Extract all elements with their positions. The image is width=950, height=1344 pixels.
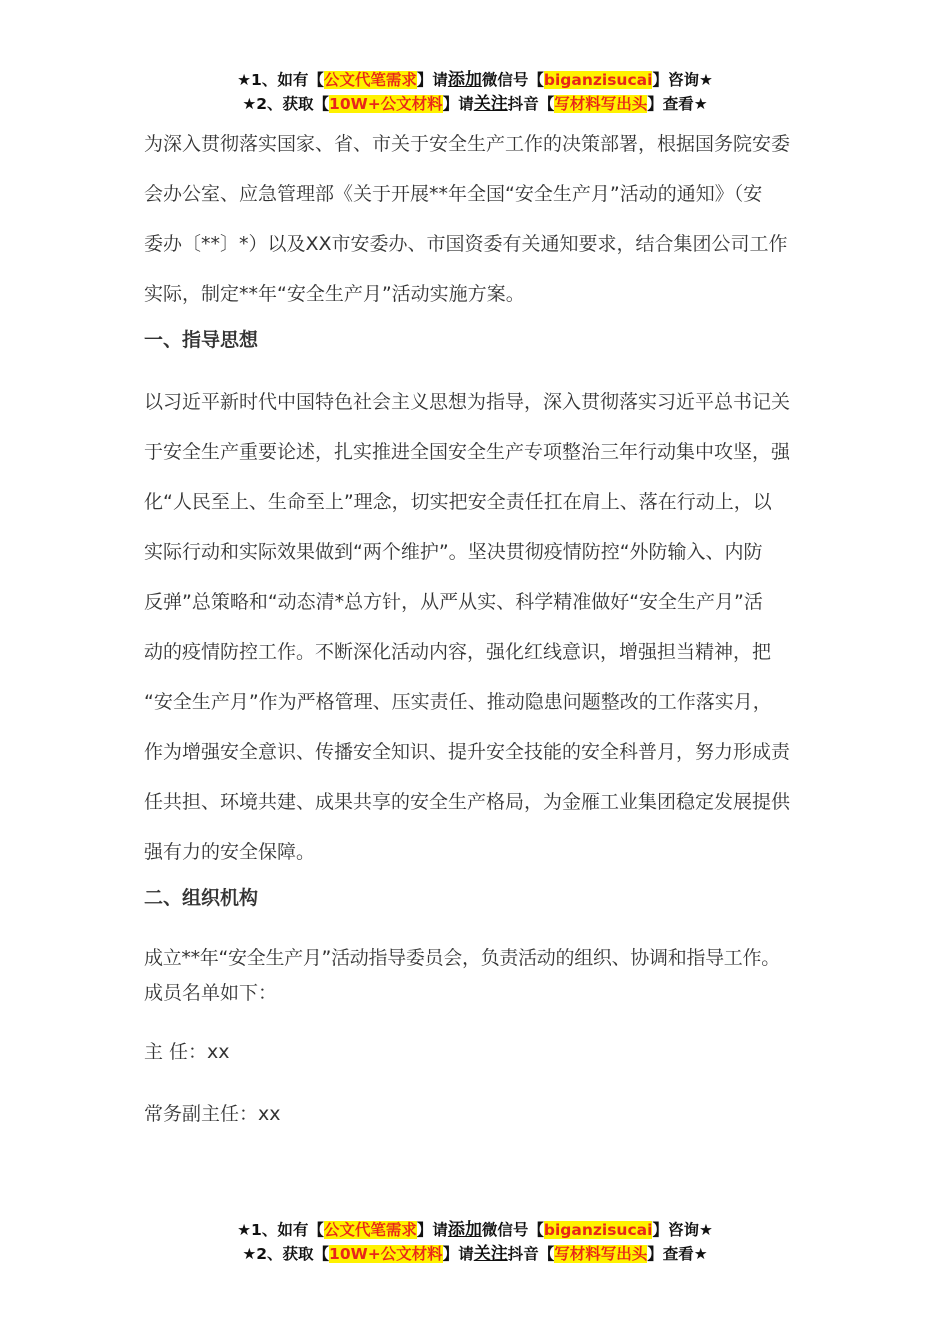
- banner-text: ★2、获取【: [242, 95, 330, 113]
- banner-text: 】请: [416, 1221, 448, 1239]
- banner-text: 】查看★: [647, 95, 708, 113]
- text-line: 委办〔**〕*）以及XX市安委办、市国资委有关通知要求，结合集团公司工作: [144, 233, 788, 255]
- organization-paragraph: [144, 933, 808, 1013]
- guiding-ideology-paragraph: [144, 377, 808, 877]
- banner-text: 】查看★: [647, 1245, 708, 1263]
- banner-line-1: [0, 68, 950, 92]
- highlight-text: 公文代笔需求: [323, 71, 417, 89]
- text-line: 任共担、环境共建、成果共享的安全生产格局，为金雁工业集团稳定发展提供: [144, 791, 791, 813]
- text-line: 化“人民至上、生命至上”理念，切实把安全责任扛在肩上、落在行动上，以: [144, 491, 772, 513]
- text-line: 于安全生产重要论述，扎实推进全国安全生产专项整治三年行动集中攻坚，强: [144, 441, 791, 463]
- executive-deputy-line: 常务副主任：xx: [144, 1103, 281, 1125]
- banner-text: ★1、如有【: [237, 1221, 324, 1239]
- underlined-text: 关注: [473, 1244, 508, 1264]
- douyin-id: 写材料写出头: [554, 95, 648, 113]
- document-body: [144, 128, 808, 1139]
- douyin-id: 写材料写出头: [554, 1245, 648, 1263]
- banner-line-1: [0, 1218, 950, 1242]
- top-banner: [0, 68, 950, 116]
- banner-text: 微信号【: [481, 1221, 544, 1239]
- underlined-text: 添加: [447, 70, 482, 90]
- underlined-text: 添加: [447, 1220, 482, 1240]
- banner-text: ★1、如有【: [237, 71, 324, 89]
- highlight-text: 10W+公文材料: [329, 95, 443, 113]
- text-line: 反弹”总策略和“动态清*总方针，从严从实、科学精准做好“安全生产月”活: [144, 591, 763, 613]
- underlined-text: 关注: [473, 94, 508, 114]
- banner-text: ★2、获取【: [242, 1245, 330, 1263]
- highlight-text: 10W+公文材料: [329, 1245, 443, 1263]
- text-line: 为深入贯彻落实国家、省、市关于安全生产工作的决策部署，根据国务院安委: [144, 133, 791, 155]
- text-line: 作为增强安全意识、传播安全知识、提升安全技能的安全科普月，努力形成责: [144, 741, 791, 763]
- director-line: 主 任：xx: [144, 1041, 230, 1063]
- banner-text: 】请: [416, 71, 448, 89]
- wechat-id: biganzisucai: [543, 1221, 653, 1239]
- text-line: 强有力的安全保障。: [144, 841, 316, 863]
- text-line: 以习近平新时代中国特色社会主义思想为指导，深入贯彻落实习近平总书记关: [144, 391, 791, 413]
- section-heading: 二、组织机构: [144, 887, 259, 909]
- section-heading: 一、指导思想: [144, 329, 259, 351]
- banner-text: 】请: [442, 1245, 474, 1263]
- banner-text: 微信号【: [481, 71, 544, 89]
- text-line: 会办公室、应急管理部《关于开展**年全国“安全生产月”活动的通知》（安: [144, 183, 763, 205]
- wechat-id: biganzisucai: [543, 71, 653, 89]
- banner-text: 抖音【: [507, 95, 555, 113]
- text-line: 成员名单如下：: [144, 982, 278, 1004]
- text-line: “安全生产月”作为严格管理、压实责任、推动隐患问题整改的工作落实月，: [144, 691, 772, 713]
- banner-text: 】咨询★: [652, 71, 713, 89]
- text-line: 成立**年“安全生产月”活动指导委员会，负责活动的组织、协调和指导工作。: [144, 947, 780, 969]
- banner-line-2: [0, 1242, 950, 1266]
- bottom-banner: [0, 1218, 950, 1266]
- highlight-text: 公文代笔需求: [323, 1221, 417, 1239]
- text-line: 实际行动和实际效果做到“两个维护”。坚决贯彻疫情防控“外防输入、内防: [144, 541, 763, 563]
- text-line: 实际，制定**年“安全生产月”活动实施方案。: [144, 283, 525, 305]
- banner-line-2: [0, 92, 950, 116]
- intro-paragraph: [144, 119, 808, 319]
- text-line: 动的疫情防控工作。不断深化活动内容，强化红线意识，增强担当精神，把: [144, 641, 772, 663]
- banner-text: 】咨询★: [652, 1221, 713, 1239]
- banner-text: 抖音【: [507, 1245, 555, 1263]
- banner-text: 】请: [442, 95, 474, 113]
